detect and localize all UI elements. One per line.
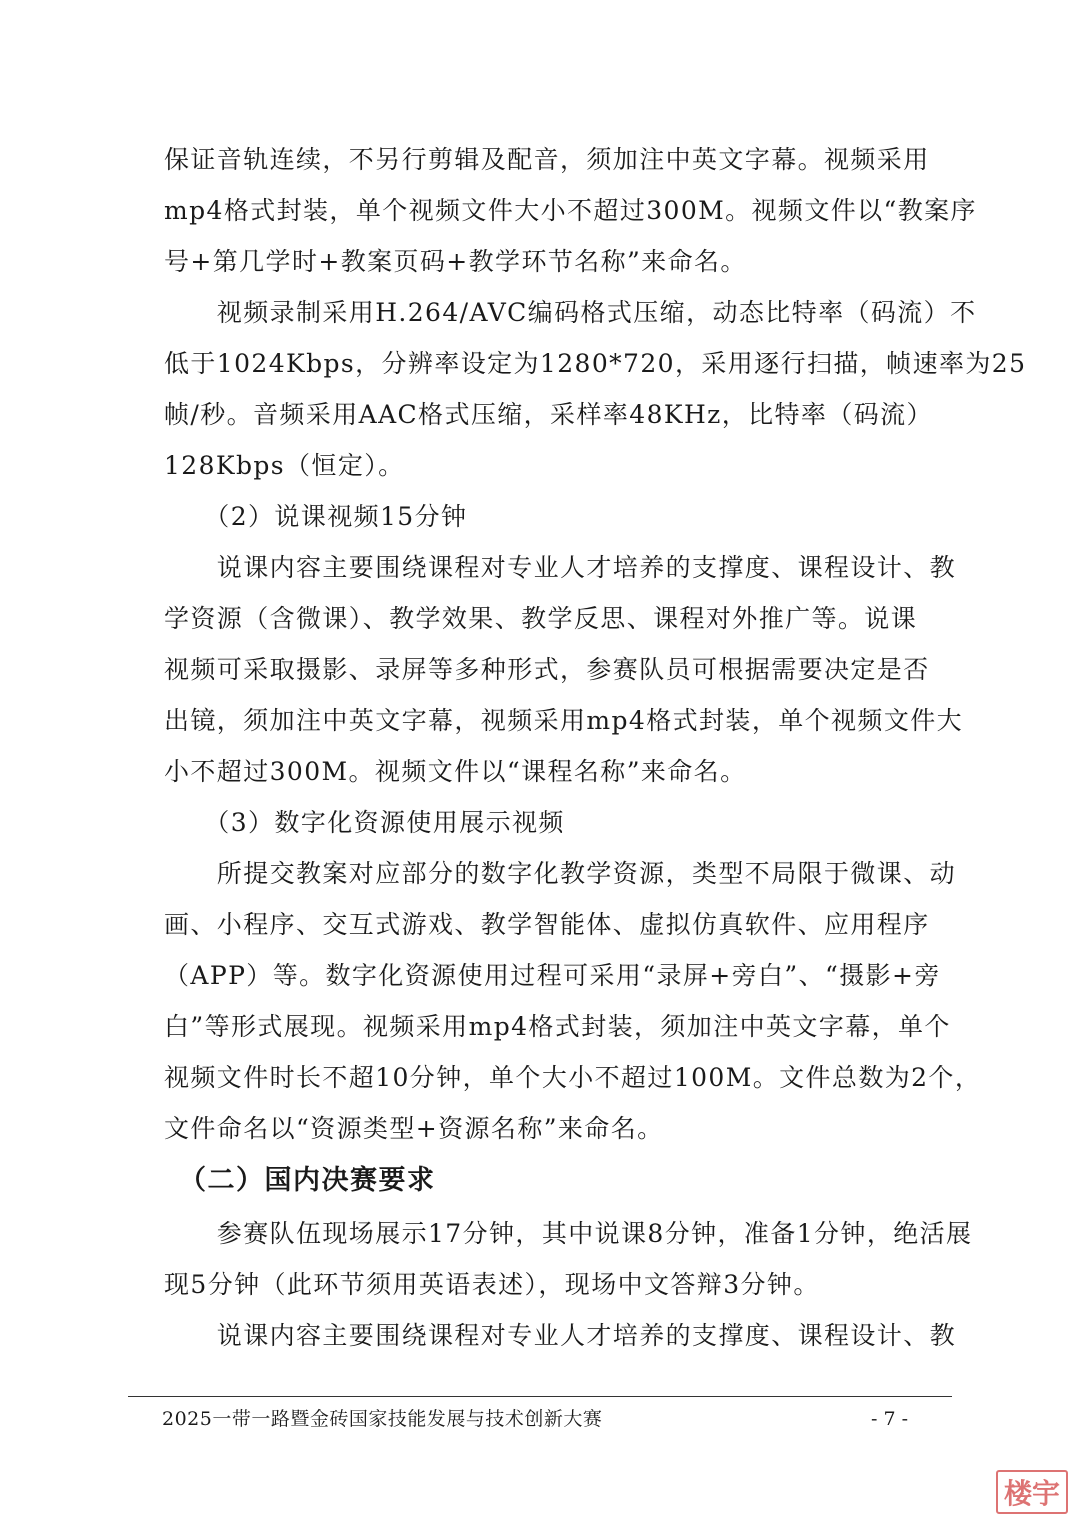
page-body (164, 134, 1027, 1361)
body-line: 保证音轨连续，不另行剪辑及配音，须加注中英文字幕。视频采用 (164, 145, 930, 174)
body-line: 学资源（含微课）、教学效果、教学反思、课程对外推广等。说课 (164, 604, 918, 633)
body-line: 视频可采取摄影、录屏等多种形式，参赛队员可根据需要决定是否 (164, 655, 930, 684)
body-line: 帧/秒。音频采用AAC格式压缩，采样率48KHz，比特率（码流） (164, 400, 933, 429)
body-line: 所提交教案对应部分的数字化教学资源，类型不局限于微课、动 (164, 859, 957, 888)
footer-title: 2025一带一路暨金砖国家技能发展与技术创新大赛 (162, 1408, 603, 1430)
watermark-stamp-logo (996, 1470, 1068, 1514)
body-line: 小不超过300M。视频文件以“课程名称”来命名。 (164, 757, 747, 786)
body-line: （APP）等。数字化资源使用过程可采用“录屏+旁白”、“摄影+旁 (164, 961, 941, 990)
subsection-title: （2）说课视频15分钟 (164, 502, 468, 531)
body-line: 视频文件时长不超10分钟，单个大小不超过100M。文件总数为2个， (164, 1063, 982, 1092)
body-line: 说课内容主要围绕课程对专业人才培养的支撑度、课程设计、教 (164, 1321, 957, 1350)
body-line: 参赛队伍现场展示17分钟，其中说课8分钟，准备1分钟，绝活展 (164, 1219, 973, 1248)
body-line: 低于1024Kbps，分辨率设定为1280*720，采用逐行扫描，帧速率为25 (164, 349, 1027, 378)
svg-text:楼宇: 楼宇 (1003, 1479, 1061, 1510)
body-line: mp4格式封装，单个视频文件大小不超过300M。视频文件以“教案序 (164, 196, 977, 225)
page-number: - 7 - (870, 1408, 908, 1430)
body-line: 出镜，须加注中英文字幕，视频采用mp4格式封装，单个视频文件大 (164, 706, 964, 735)
body-line: 视频录制采用H.264/AVC编码格式压缩，动态比特率（码流）不 (164, 298, 977, 327)
body-line: 画、小程序、交互式游戏、教学智能体、虚拟仿真软件、应用程序 (164, 910, 930, 939)
subsection-title: （3）数字化资源使用展示视频 (164, 808, 565, 837)
body-line: 说课内容主要围绕课程对专业人才培养的支撑度、课程设计、教 (164, 553, 957, 582)
body-line: 文件命名以“资源类型+资源名称”来命名。 (164, 1114, 664, 1143)
body-line: 现5分钟（此环节须用英语表述），现场中文答辩3分钟。 (164, 1270, 820, 1299)
section-heading: （二）国内决赛要求 (164, 1165, 436, 1196)
footer-divider (128, 1396, 952, 1397)
stamp-glyph-icon (998, 1472, 1066, 1512)
body-line: 白”等形式展现。视频采用mp4格式封装，须加注中英文字幕，单个 (164, 1012, 951, 1041)
body-line: 128Kbps（恒定）。 (164, 451, 405, 480)
body-line: 号+第几学时+教案页码+教学环节名称”来命名。 (164, 247, 747, 276)
